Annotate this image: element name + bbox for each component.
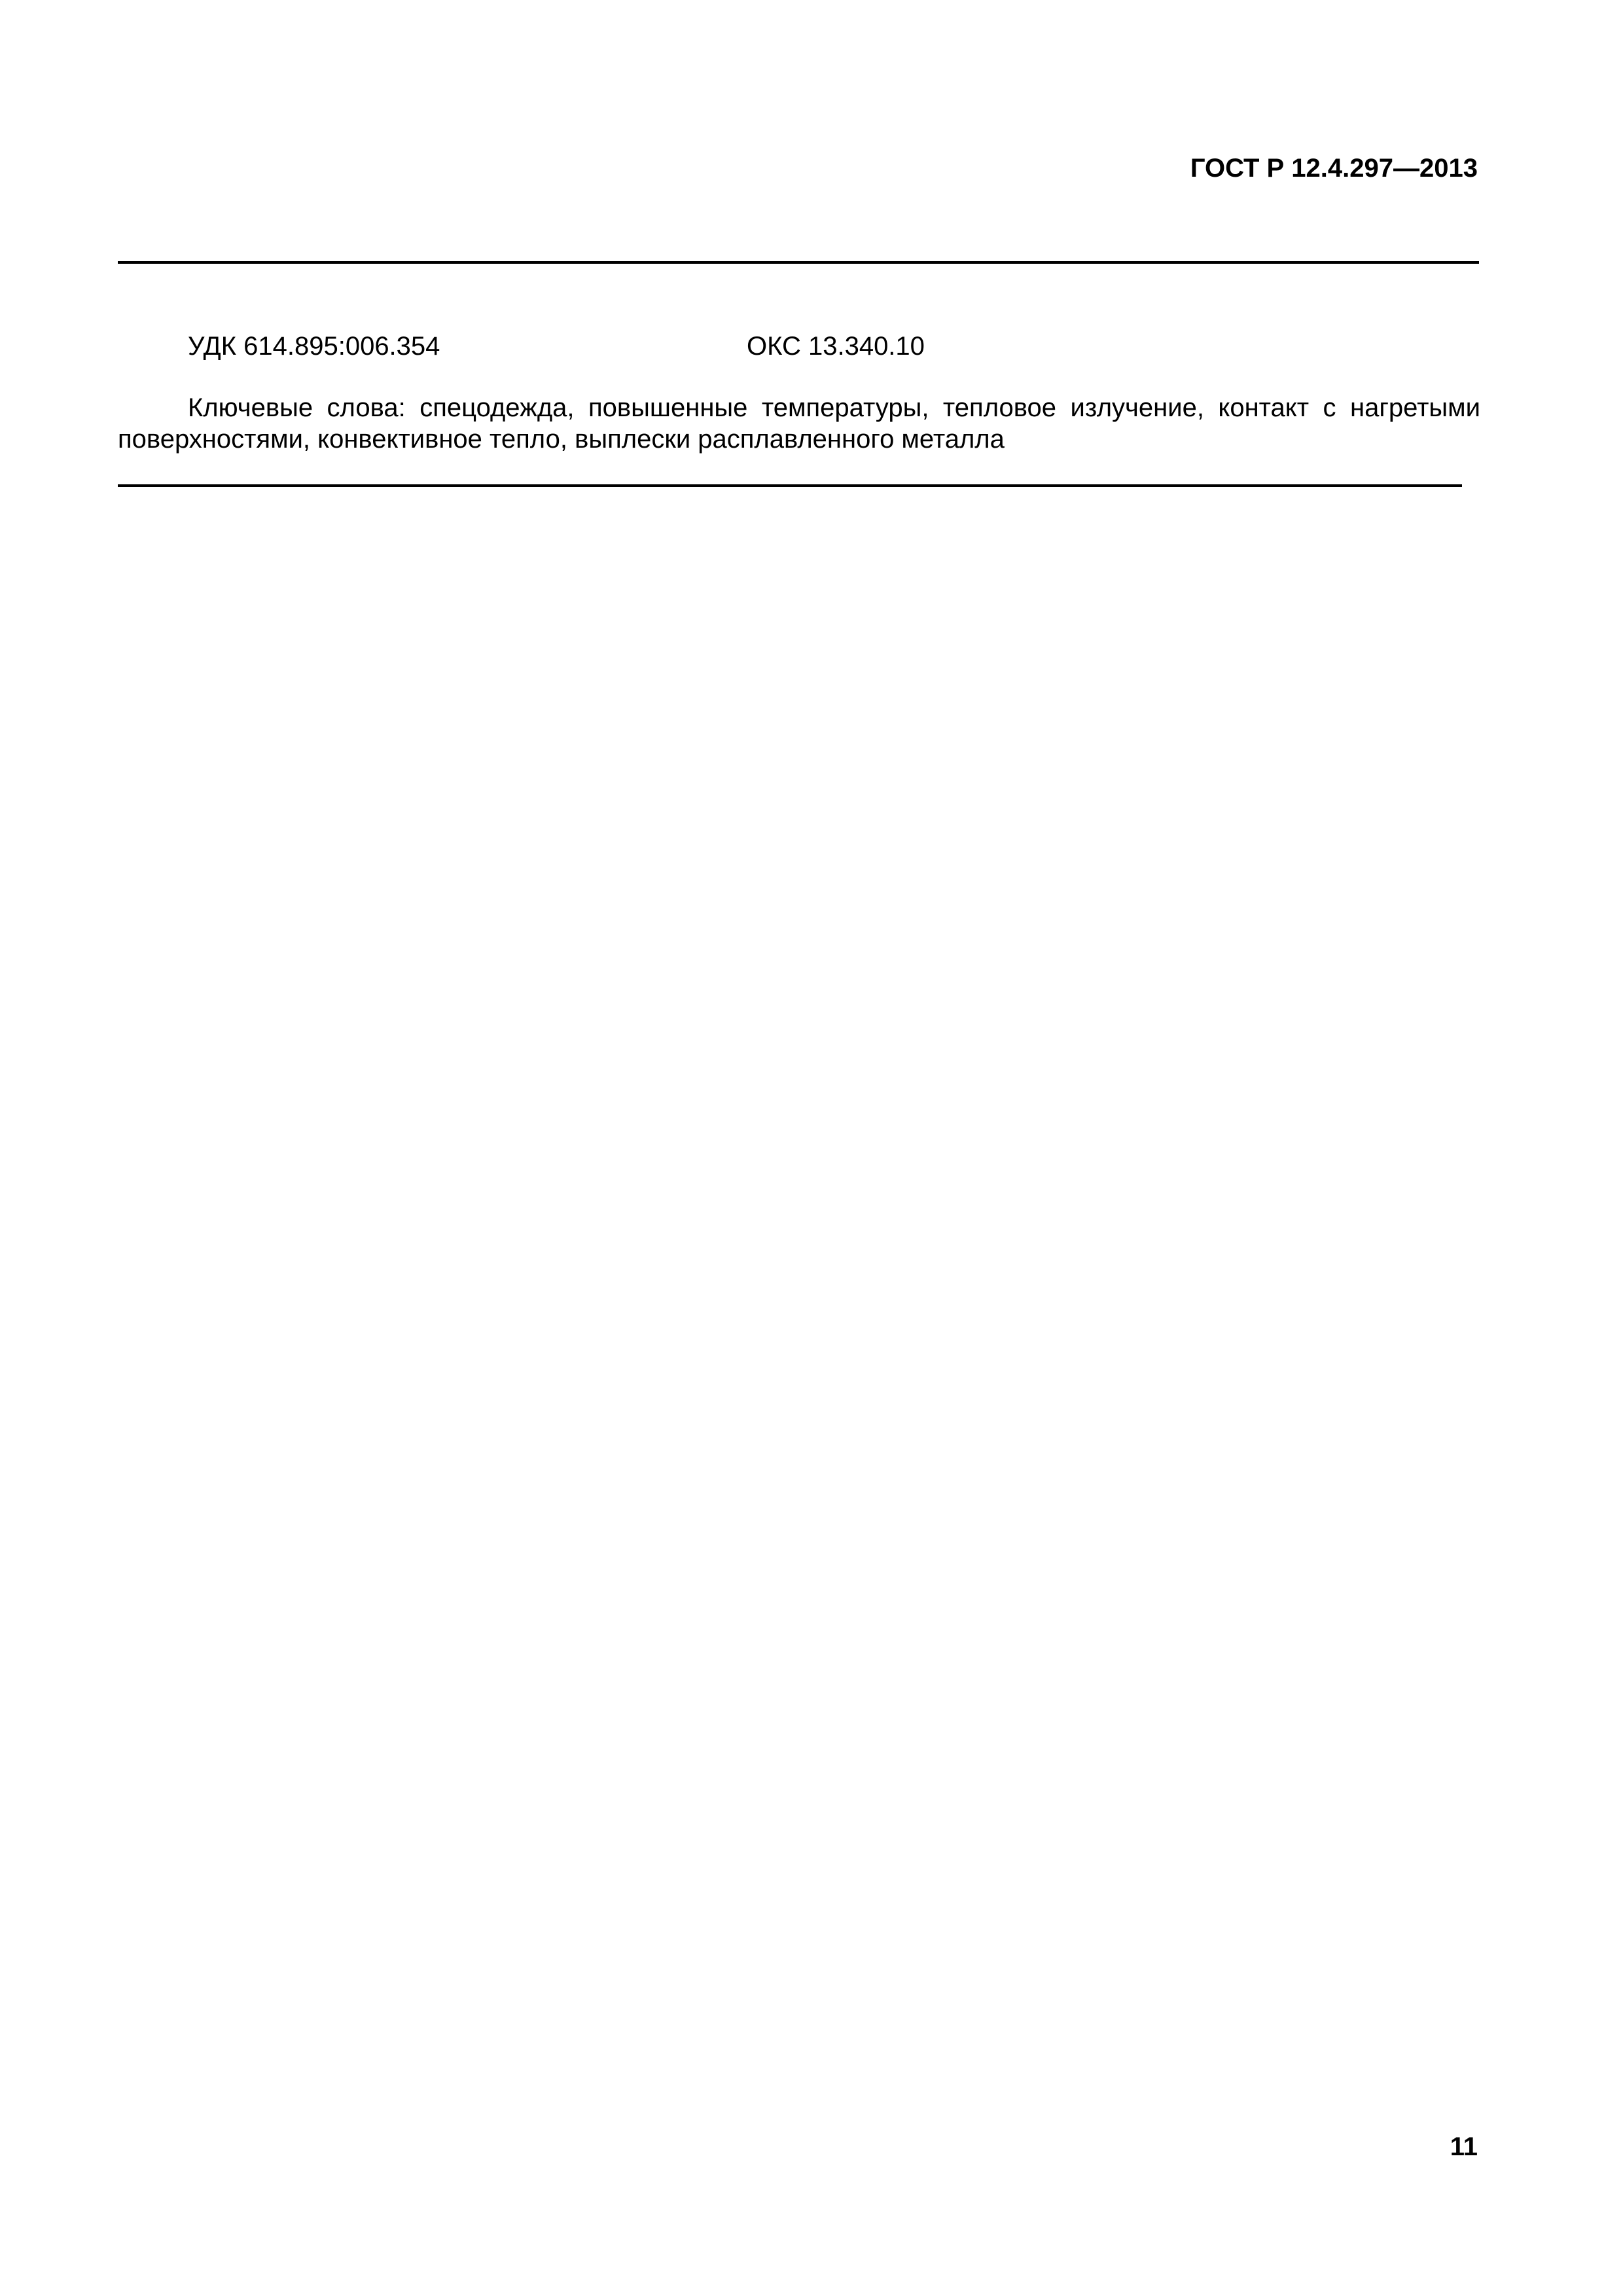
udk-code: УДК 614.895:006.354 [188, 332, 440, 361]
oks-code: ОКС 13.340.10 [747, 332, 925, 361]
page-number: 11 [1450, 2132, 1478, 2161]
keywords-paragraph: Ключевые слова: спецодежда, повышенные температуры, тепловое излучение, контакт с нагретыми поверхностями, конвективное тепло, выплески расплавленного металла [118, 393, 1480, 454]
document-code: ГОСТ Р 12.4.297—2013 [1190, 154, 1478, 183]
bottom-divider [118, 484, 1462, 487]
top-divider [118, 261, 1479, 264]
